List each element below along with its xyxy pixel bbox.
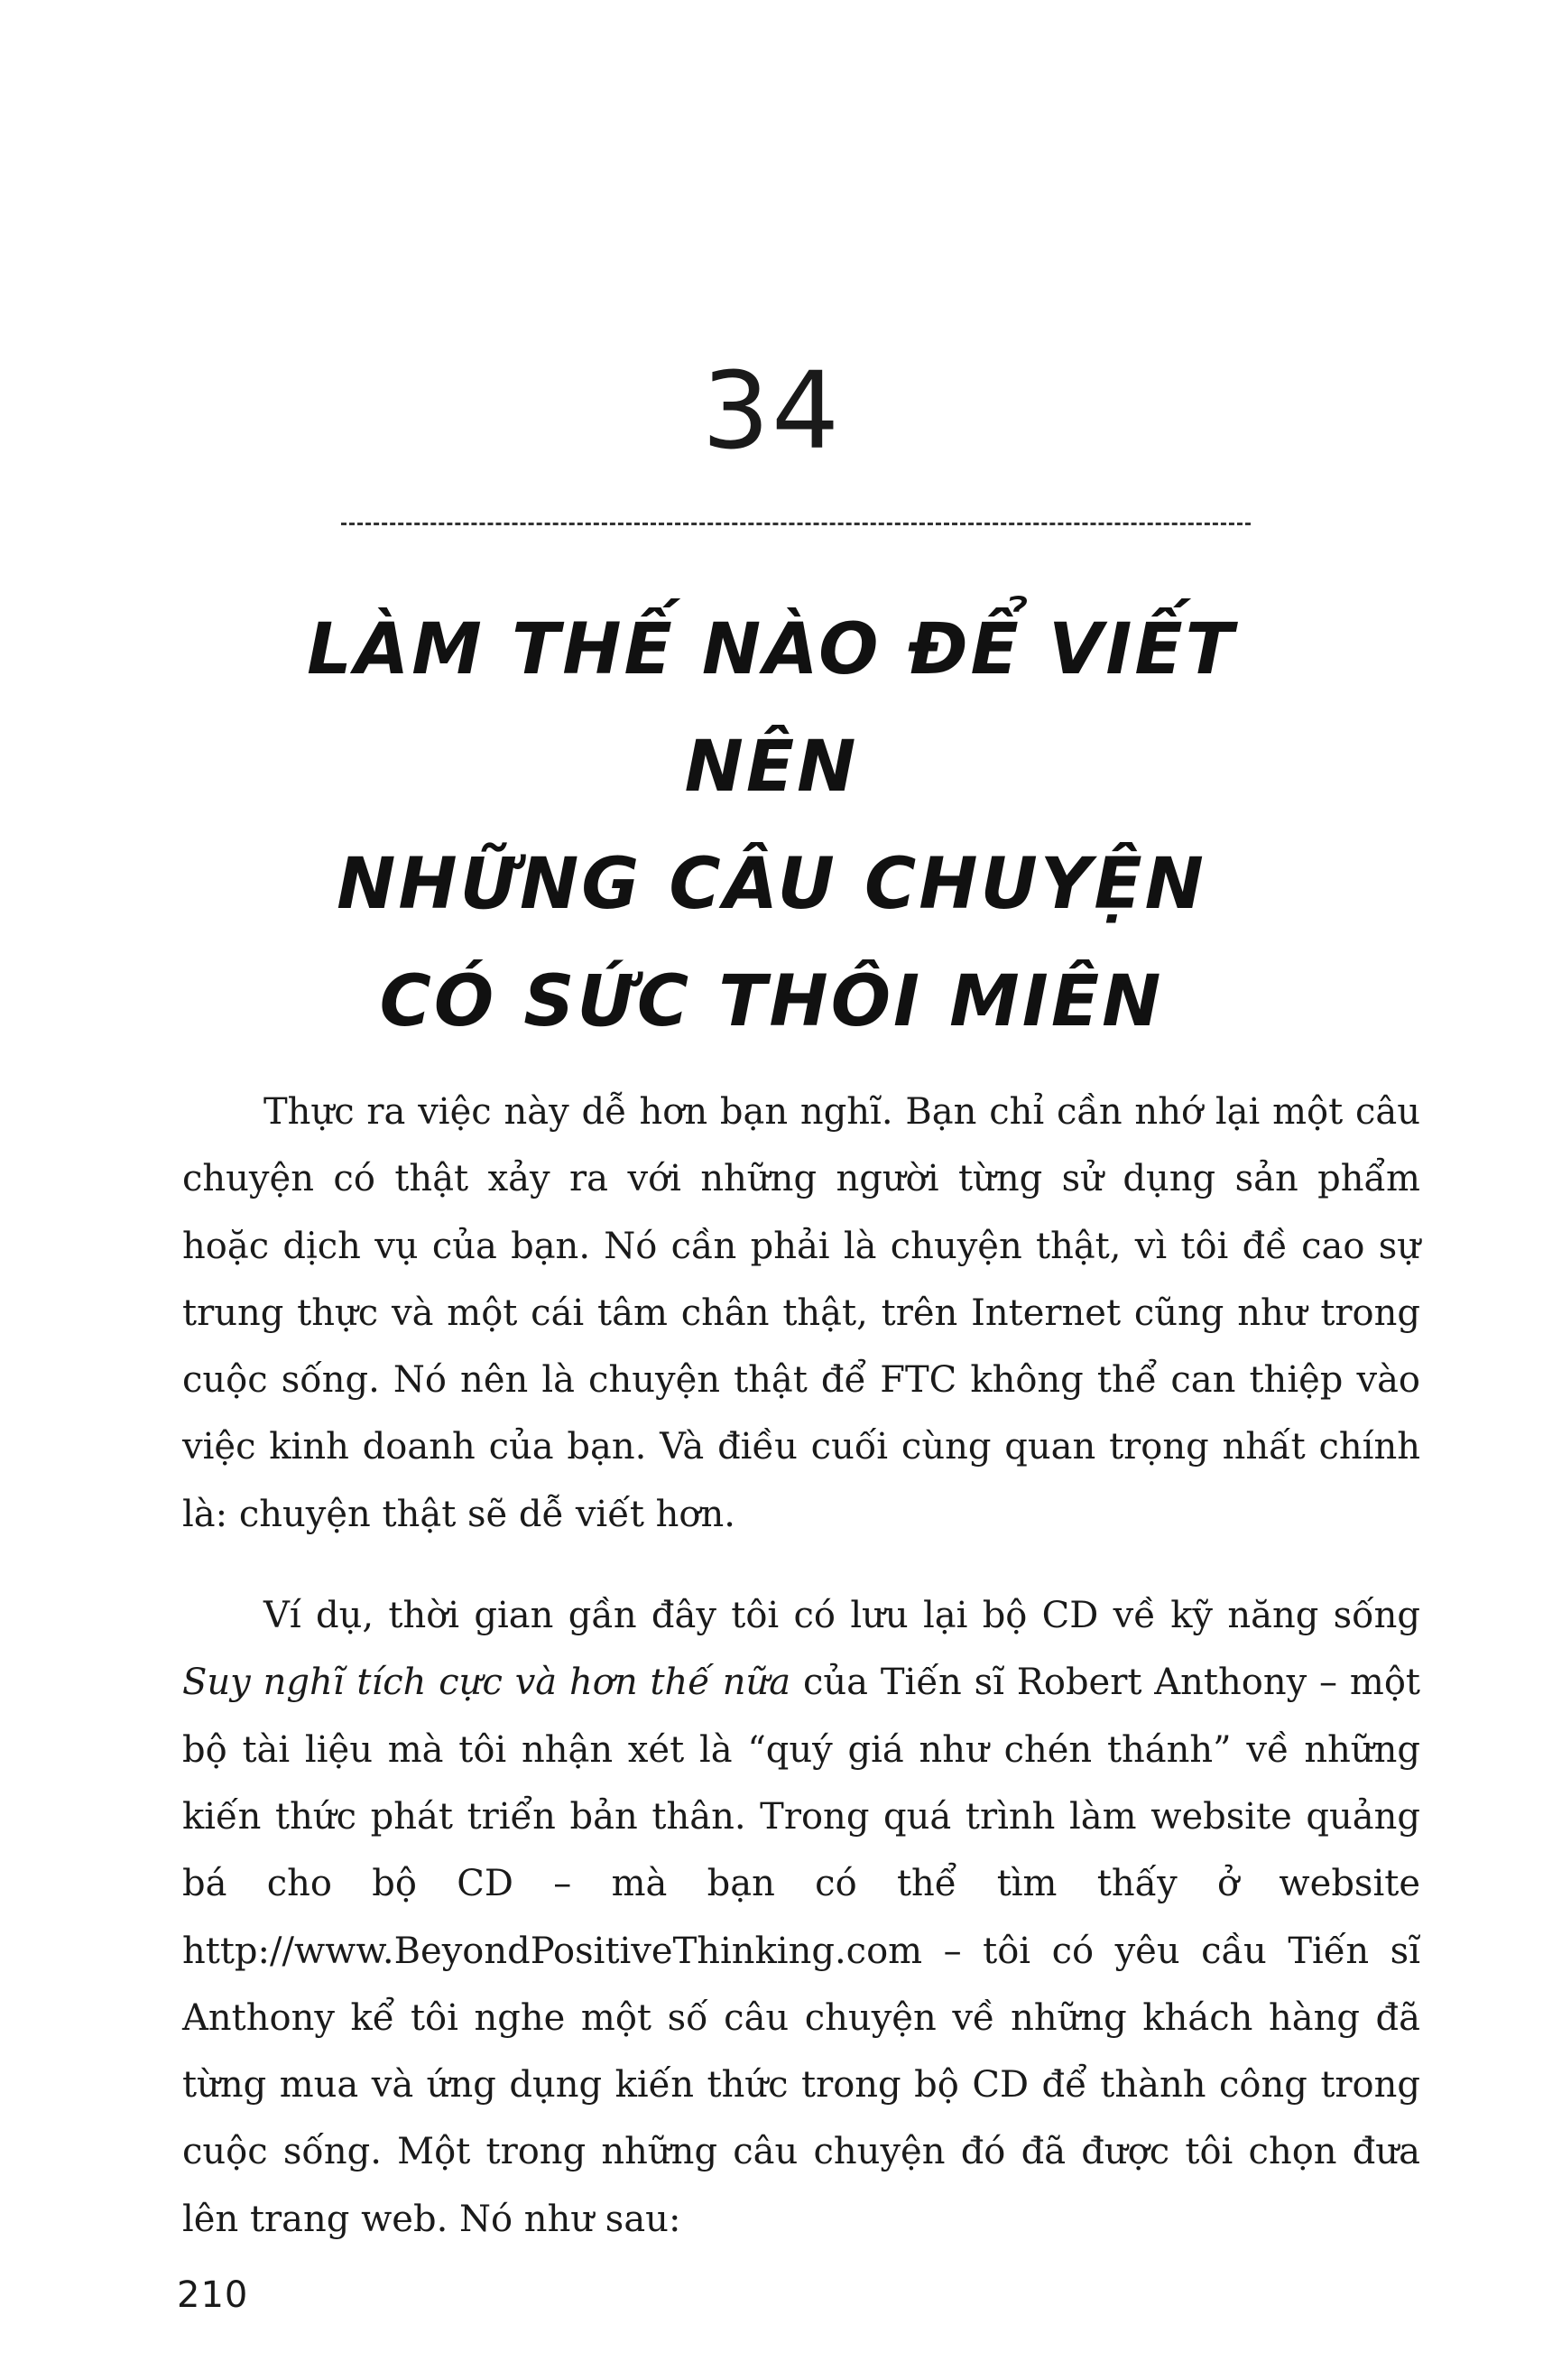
chapter-number: 34	[701, 348, 842, 473]
page-number: 210	[177, 2274, 249, 2316]
paragraph-text: của Tiến sĩ Robert Anthony – một bộ tài liệu mà tôi nhận xét là “quý giá như chén thánh” về những kiến thức phát triển bản thân. Trong quá trình làm website quảng bá cho bộ CD – mà bạn có thể tìm thấy ở website http://www.BeyondPositiveThinking.com – tôi có yêu cầu Tiến sĩ Anthony kể tôi nghe một số câu chuyện về những khách hàng đã từng mua và ứng dụng kiến thức trong bộ CD để thành công trong cuộc sống. Một trong những câu chuyện đó đã được tôi chọn đưa lên trang web. Nó như sau:	[182, 1662, 1420, 2240]
paragraph: Thực ra việc này dễ hơn bạn nghĩ. Bạn chỉ cần nhớ lại một câu chuyện có thật xảy ra với những người từng sử dụng sản phẩm hoặc dịch vụ của bạn. Nó cần phải là chuyện thật, vì tôi đề cao sự trung thực và một cái tâm chân thật, trên Internet cũng như trong cuộc sống. Nó nên là chuyện thật để FTC không thể can thiệp vào việc kinh doanh của bạn. Và điều cuối cùng quan trọng nhất chính là: chuyện thật sẽ dễ viết hơn.	[182, 1091, 1420, 1535]
chapter-title-line: NHỮNG CÂU CHUYỆN	[337, 844, 1206, 925]
cd-title-italic: Suy nghĩ tích cực và hơn thế nữa	[182, 1662, 791, 1704]
paragraph-text: Ví dụ, thời gian gần đây tôi có lưu lại bộ CD về kỹ năng sống	[263, 1595, 1420, 1637]
dashed-divider	[341, 523, 1251, 525]
chapter-title-line: LÀM THẾ NÀO ĐỂ VIẾT NÊN	[307, 609, 1236, 808]
chapter-title-line: CÓ SỨC THÔI MIÊN	[379, 961, 1164, 1042]
body-text	[182, 1079, 1420, 2287]
paragraph	[182, 1582, 1420, 2253]
chapter-title	[226, 591, 1317, 1060]
